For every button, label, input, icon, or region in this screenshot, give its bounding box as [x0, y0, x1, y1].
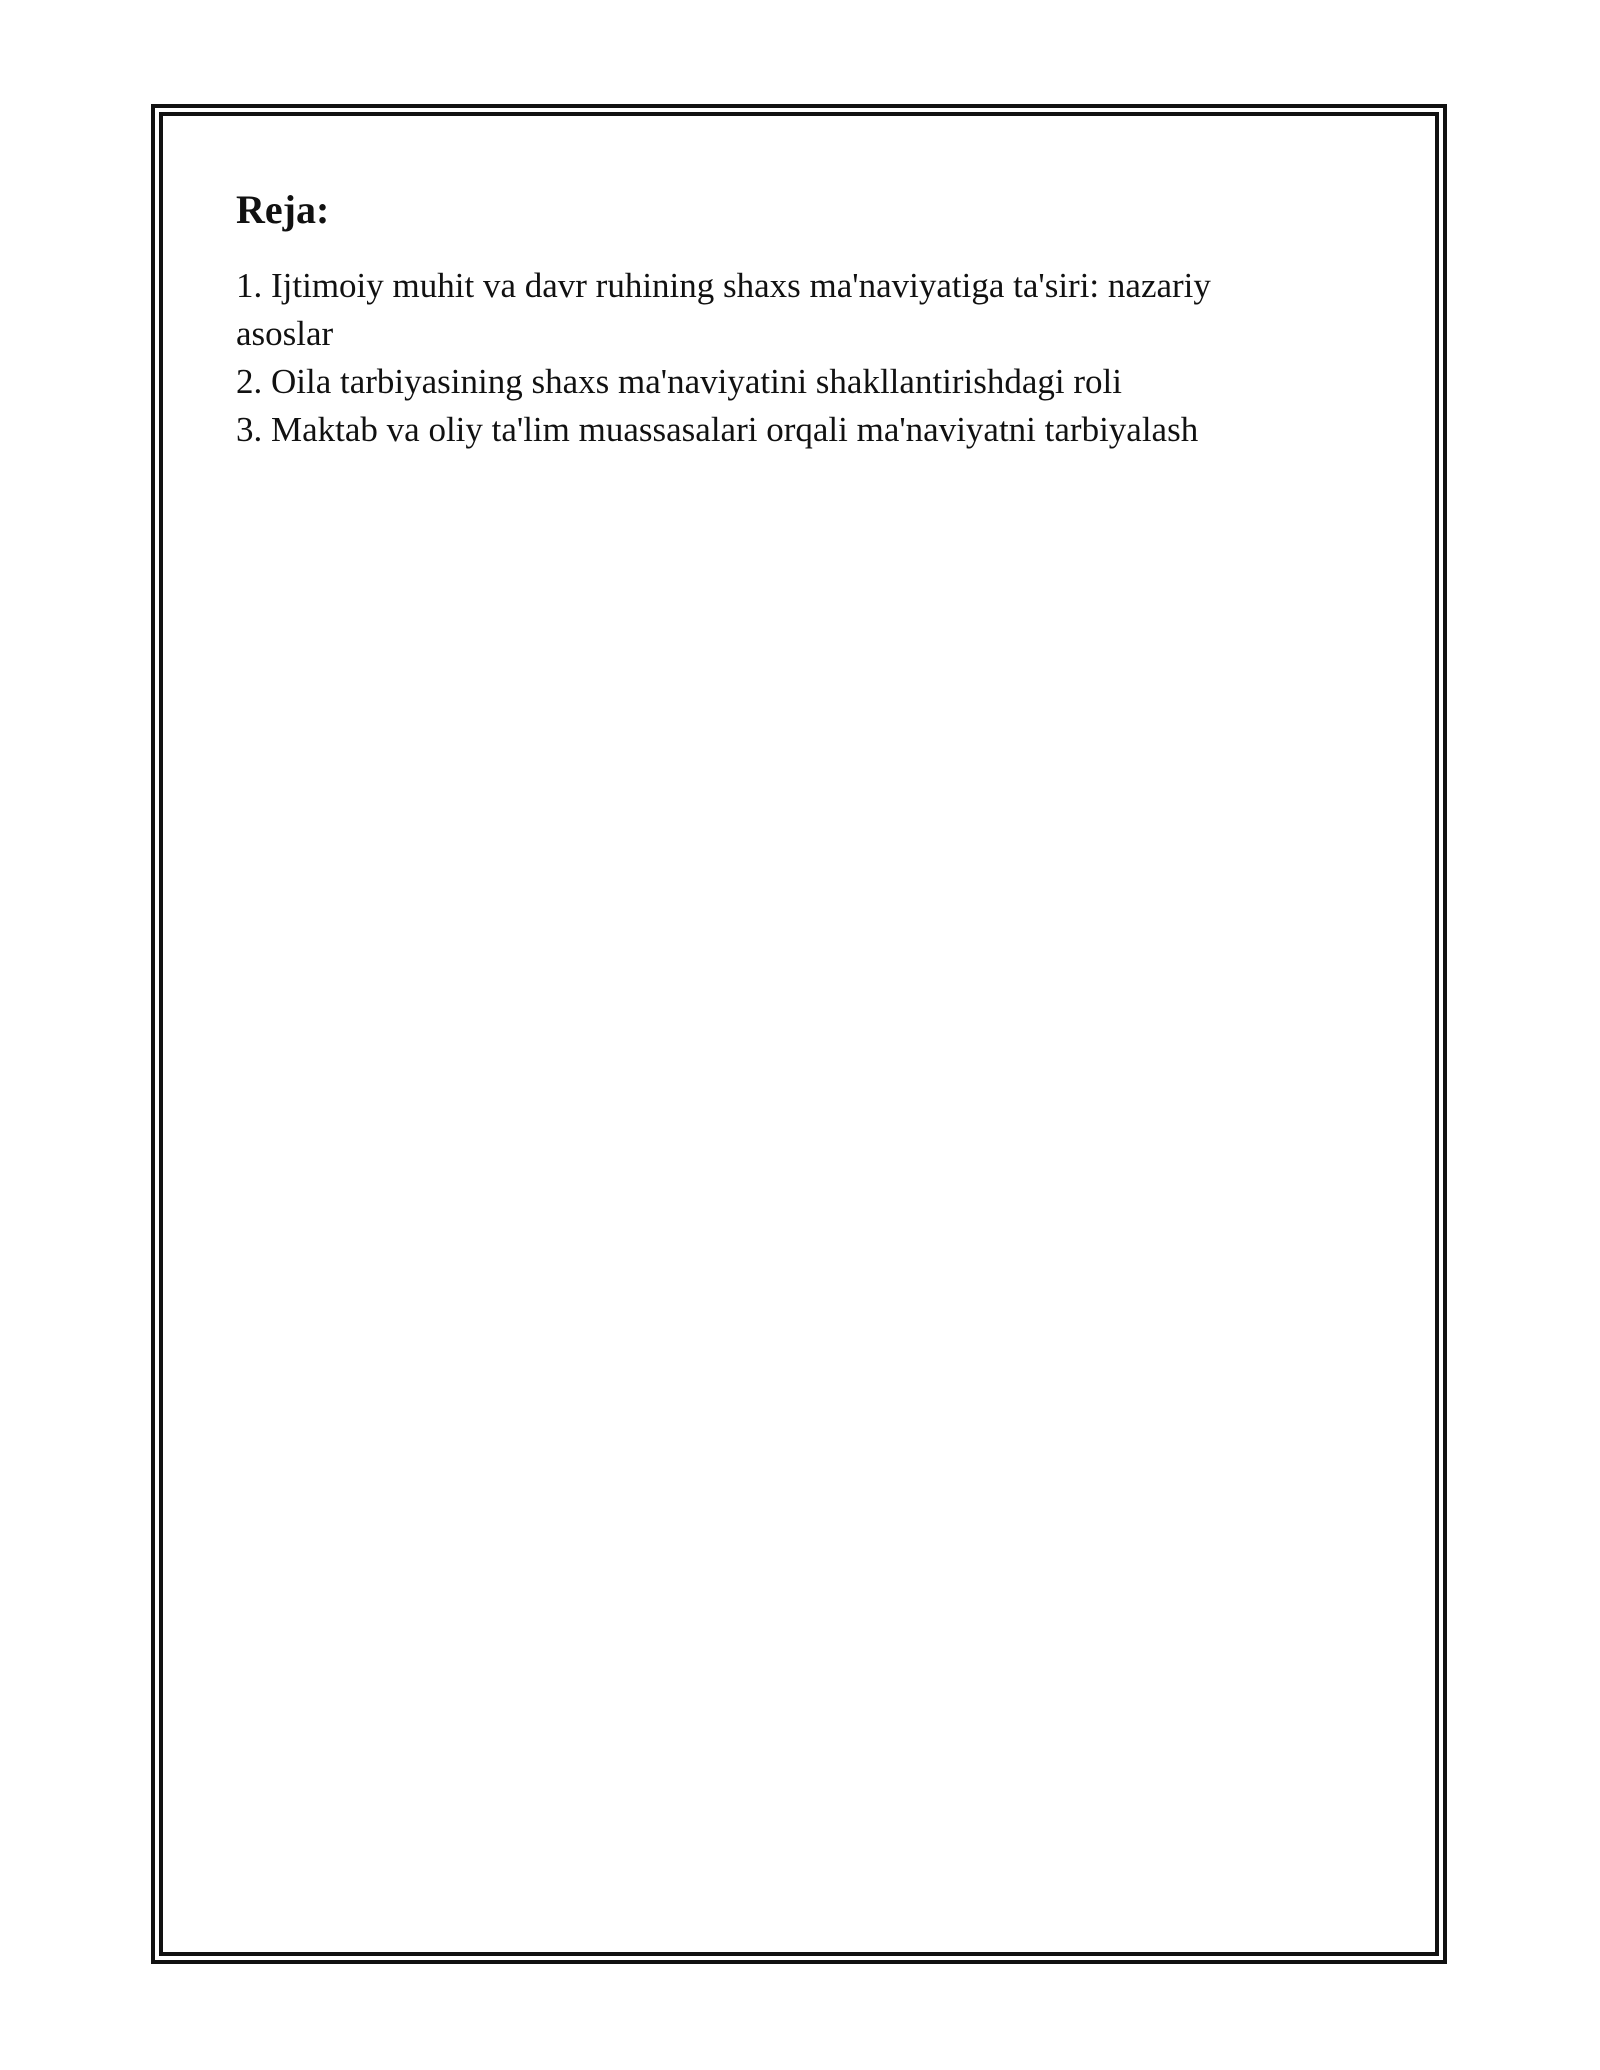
plan-title: Reja: — [236, 187, 330, 232]
plan-item-2: 2. Oila tarbiyasining shaxs ma'naviyatini shakllantirishdagi roli — [236, 362, 1123, 401]
plan-list — [236, 262, 1306, 454]
plan-item-3: 3. Maktab va oliy ta'lim muassasalari orqali ma'naviyatni tarbiyalash — [236, 410, 1199, 449]
plan-item-1: 1. Ijtimoiy muhit va davr ruhining shaxs ma'naviyatiga ta'siri: nazariy asoslar — [236, 266, 1211, 353]
document-content — [236, 186, 1316, 454]
